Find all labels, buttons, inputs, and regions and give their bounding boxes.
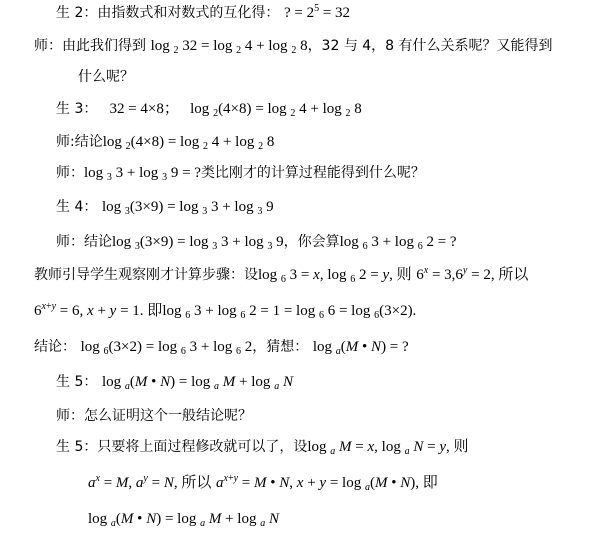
dialog-line-13	[56, 406, 252, 426]
dialog-line-3	[78, 67, 134, 87]
math-expression: log $_6$(3×2) = log $_6$ 3 + log $_6$ 2	[80, 339, 253, 357]
math-expression-2: log $_6$ 3 + log $_6$ 2 = ?	[339, 234, 457, 252]
math-expression: 32 = 4×8； log $_2$(4×8) = log $_2$ 4 + log $_2$ 8	[101, 101, 362, 119]
line-text: 由指数式和对数式的互化得：	[97, 5, 280, 21]
dialog-line-4	[56, 99, 362, 119]
speaker-label: 师：	[34, 38, 62, 54]
math-expression: $6^{x+y} = 6$, x + y = 1	[34, 301, 140, 319]
line-tail: 类比刚才的计算过程能得到什么呢？	[200, 165, 425, 181]
dialog-line-9	[34, 265, 528, 285]
math-expression-2: $a^{x+y} = M$ • N, x + y = log $_a$(M • N)	[215, 473, 416, 493]
line-text: . 即	[139, 303, 163, 319]
math-expression: log $_a$(M • N) = log $_a$ M + log $_a$ N	[101, 374, 293, 392]
math-expression-2: $6^x = 3,6^y = 2$	[416, 265, 491, 283]
dialog-line-6	[56, 163, 425, 183]
speaker-label: 师：	[56, 165, 84, 181]
dialog-line-2	[34, 36, 553, 56]
line-mid: ，猜想：	[252, 339, 309, 355]
speaker-label: 师:	[56, 134, 75, 150]
math-expression-2: log $_6$ 3 + log $_6$ 2 = 1 = log $_6$ 6 = log $_6$(3×2).	[162, 303, 417, 321]
math-expression: ? = $2^5 = 32$	[283, 3, 351, 21]
speaker-label: 生 4：	[56, 199, 98, 215]
line-tail: , 则	[389, 267, 412, 283]
dialog-line-1	[56, 3, 350, 23]
dialog-line-10	[34, 301, 416, 321]
line-mid: ，你会算	[283, 234, 340, 250]
math-expression: log $_a$(M • N) = log $_a$ M + log $_a$ N	[88, 511, 279, 529]
dialog-line-11	[34, 337, 409, 357]
math-expression: log $_2$(4×8) = log $_2$ 4 + log $_2$ 8	[102, 134, 275, 152]
line-tail: , 则	[446, 439, 469, 455]
speaker-label: 生 5：	[56, 374, 98, 390]
line-text: , 所以	[173, 475, 212, 491]
line-text: 结论：	[34, 339, 76, 355]
speaker-label: 生 3：	[56, 101, 98, 117]
speaker-label: 师：	[56, 234, 84, 250]
line-tail-2: , 所以	[490, 267, 529, 283]
math-expression: log $_3$(3×9) = log $_3$ 3 + log $_3$ 9	[101, 199, 274, 217]
line-text: 只要将上面过程修改就可以了，设	[97, 439, 308, 455]
speaker-label: 师：	[56, 408, 84, 424]
dialog-line-8	[56, 232, 457, 252]
line-text: 由此我们得到	[62, 38, 146, 54]
dialog-line-5	[56, 132, 274, 152]
line-text: 教师引导学生观察刚才计算步骤：设	[34, 267, 258, 283]
line-tail: ，32 与 4，8 有什么关系呢？又能得到	[307, 38, 553, 54]
math-expression: log $_3$ 3 + log $_3$ 9 = ?	[84, 165, 201, 183]
speaker-label: 生 2：	[56, 5, 98, 21]
math-expression: log $_6$ 3 = x, log $_6$ 2 = y	[258, 267, 390, 285]
line-text: 什么呢？	[78, 69, 134, 85]
math-expression: log $_3$(3×9) = log $_3$ 3 + log $_3$ 9	[112, 234, 284, 252]
math-expression: log $_2$ 32 = log $_2$ 4 + log $_2$ 8	[150, 38, 308, 56]
math-expression: log $_a$ M = x, log $_a$ N = y	[307, 439, 446, 457]
math-expression: $a^x = M$, $a^y = N$	[88, 473, 174, 491]
line-text: 结论	[74, 134, 103, 150]
math-expression-2: log $_a$(M • N) = ?	[312, 339, 409, 357]
line-tail: , 即	[415, 475, 438, 491]
dialog-line-7	[56, 197, 274, 217]
dialog-line-12	[56, 372, 293, 392]
dialog-line-16	[88, 509, 279, 529]
dialog-line-15	[88, 473, 438, 493]
line-text: 怎么证明这个一般结论呢？	[84, 408, 252, 424]
speaker-label: 生 5：	[56, 439, 98, 455]
dialog-line-14	[56, 437, 469, 457]
line-text: 结论	[84, 234, 112, 250]
